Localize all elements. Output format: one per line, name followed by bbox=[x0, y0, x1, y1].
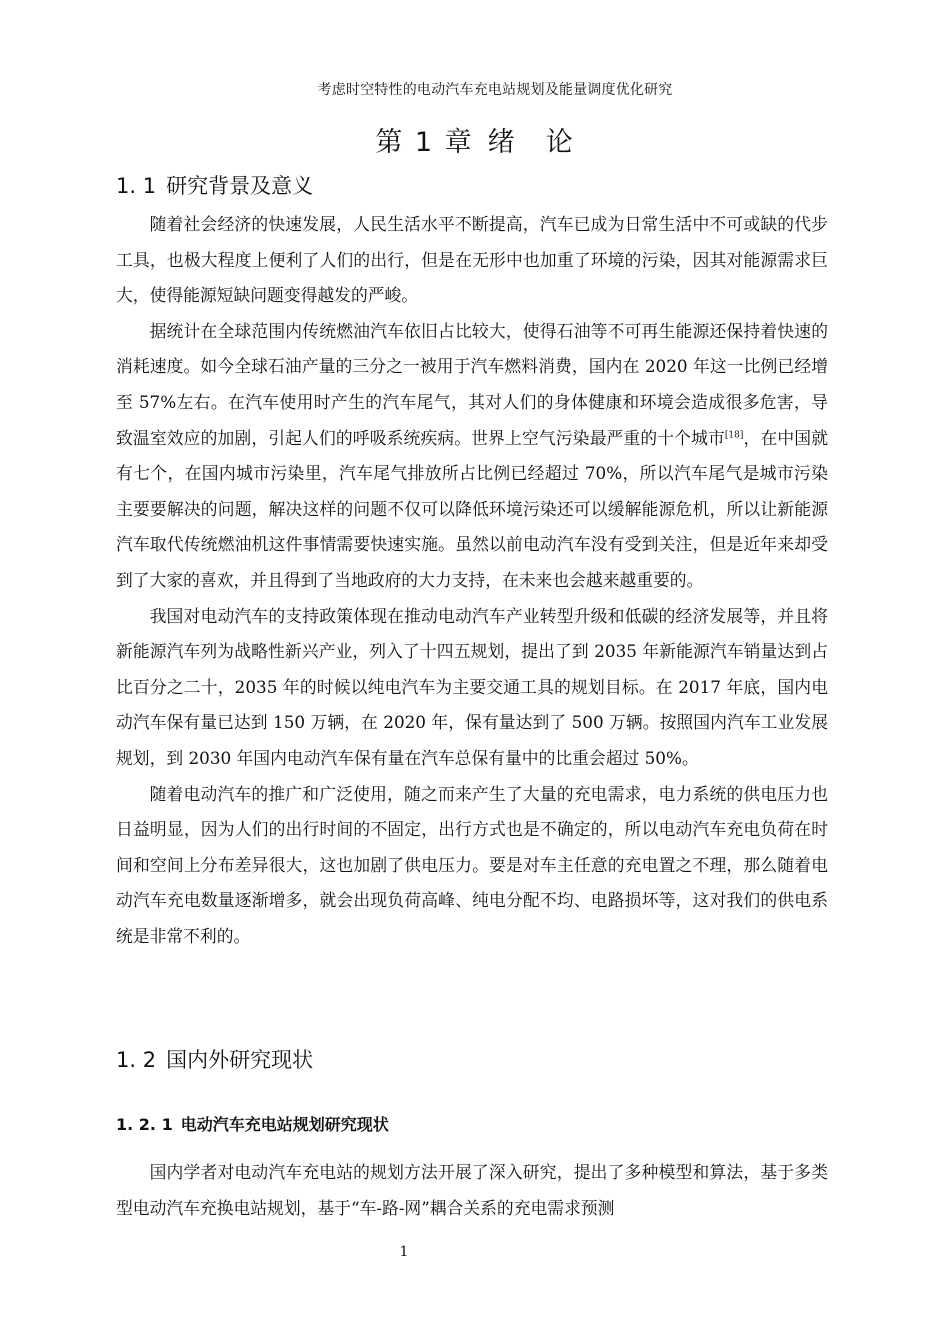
section-heading-1-1 bbox=[116, 170, 313, 200]
paragraph-2-text-a: 据统计在全球范围内传统燃油汽车依旧占比较大，使得石油等不可再生能源还保持着快速的消耗速度。如今全球石油产量的三分之一被用于汽车燃料消费，国内在 2020 年这一比例已经增至 57%左右。在汽车使用时产生的汽车尾气，其对人们的身体健康和环境会造成很多危害，导致温室效应的加剧，引起人们的呼吸系统疾病。世界上空气污染最严重的十个城市 bbox=[116, 320, 828, 448]
chapter-title bbox=[0, 120, 950, 159]
paragraph-2 bbox=[116, 314, 828, 599]
section-heading-1-2 bbox=[116, 1044, 313, 1074]
subsection-title: 电动汽车充电站规划研究现状 bbox=[180, 1115, 389, 1134]
section-title: 国内外研究现状 bbox=[166, 1048, 314, 1072]
citation-ref[interactable]: [18] bbox=[724, 429, 744, 440]
chapter-label: 第 1 章 bbox=[375, 127, 474, 158]
section-number: 1. 2 bbox=[116, 1048, 157, 1072]
section-title: 研究背景及意义 bbox=[166, 174, 314, 198]
subsection-number: 1. 2. 1 bbox=[116, 1115, 173, 1134]
page-number: 1 bbox=[399, 1244, 409, 1260]
paragraph-2-text-b: ，在中国就有七个，在国内城市污染里，汽车尾气排放所占比例已经超过 70%，所以汽车尾气是城市污染主要要解决的问题，解决这样的问题不仅可以降低环境污染还可以缓解能源危机，所以让新能源汽车取代传统燃油机这件事情需要快速实施。虽然以前电动汽车没有受到关注，但是近年来却受到了大家的喜欢，并且得到了当地政府的大力支持，在未来也会越来越重要的。 bbox=[116, 427, 828, 590]
running-header: 考虑时空特性的电动汽车充电站规划及能量调度优化研究 bbox=[317, 82, 673, 98]
chapter-name: 绪 论 bbox=[487, 127, 575, 158]
section-1-1-body bbox=[116, 207, 828, 954]
section-number: 1. 1 bbox=[116, 174, 157, 198]
paragraph-5: 国内学者对电动汽车充电站的规划方法开展了深入研究，提出了多种模型和算法，基于多类型电动汽车充换电站规划，基于“车-路-网”耦合关系的充电需求预测 bbox=[116, 1162, 828, 1218]
subsection-heading-1-2-1 bbox=[116, 1112, 389, 1135]
paragraph-4: 随着电动汽车的推广和广泛使用，随之而来产生了大量的充电需求，电力系统的供电压力也日益明显，因为人们的出行时间的不固定，出行方式也是不确定的，所以电动汽车充电负荷在时间和空间上分布差异很大，这也加剧了供电压力。要是对车主任意的充电置之不理，那么随着电动汽车充电数量逐渐增多，就会出现负荷高峰、纯电分配不均、电路损坏等，这对我们的供电系统是非常不利的。 bbox=[116, 783, 828, 946]
paragraph-1: 随着社会经济的快速发展，人民生活水平不断提高，汽车已成为日常生活中不可或缺的代步工具，也极大程度上便利了人们的出行，但是在无形中也加重了环境的污染，因其对能源需求巨大，使得能源短缺问题变得越发的严峻。 bbox=[116, 214, 828, 306]
paragraph-3: 我国对电动汽车的支持政策体现在推动电动汽车产业转型升级和低碳的经济发展等，并且将新能源汽车列为战略性新兴产业，列入了十四五规划，提出了到 2035 年新能源汽车销量达到占比百分之二十，2035 年的时候以纯电汽车为主要交通工具的规划目标。在 2017 年底，国内电动汽车保有量已达到 150 万辆，在 2020 年，保有量达到了 500 万辆。按照国内汽车工业发展规划，到 2030 年国内电动汽车保有量在汽车总保有量中的比重会超过 50%。 bbox=[116, 605, 828, 768]
section-1-2-1-body bbox=[116, 1155, 828, 1226]
